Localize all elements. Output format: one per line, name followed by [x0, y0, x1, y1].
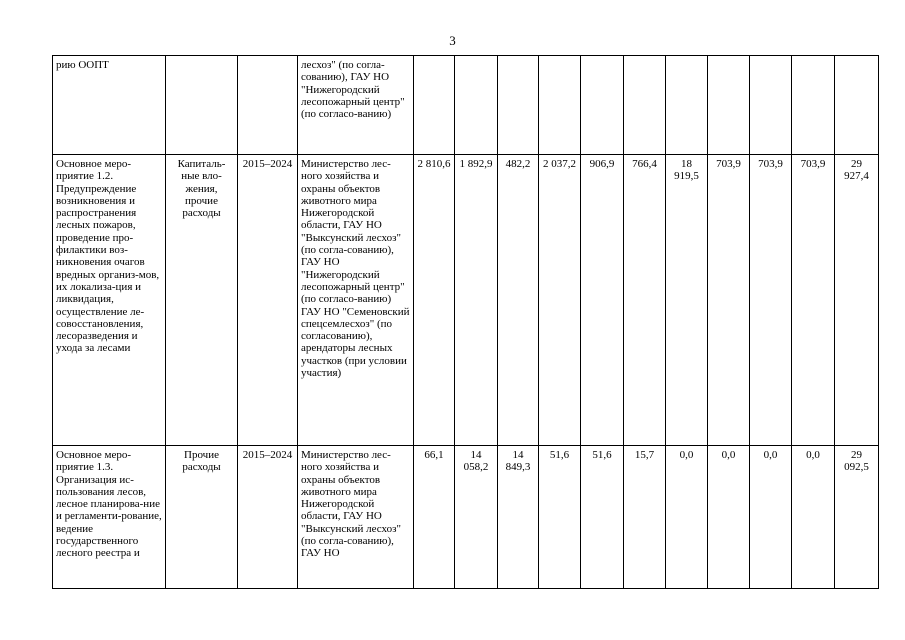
value-cell [455, 56, 498, 155]
measure-name-cell: рию ООПТ [53, 56, 166, 155]
period-cell: 2015–2024 [238, 446, 298, 589]
executors-cell: Министерство лес-ного хозяйства и охраны объектов животного мира Нижегородской области, ГАУ НО "Выксунский лесхоз" (по согла-сованию), ГАУ НО [298, 446, 414, 589]
value-cell [708, 56, 750, 155]
value-cell: 703,9 [792, 155, 835, 446]
program-table [52, 55, 879, 589]
value-cell: 703,9 [708, 155, 750, 446]
value-cell [792, 56, 835, 155]
measure-name-cell: Основное меро-приятие 1.2. Предупреждение возникновения и распространения лесных пожаров, проведение про-филактики воз-никновения очагов вредных организ-мов, их локализа-ция и ликвидация, осуществление ле-совосстановления, лесоразведения и ухода за лесами [53, 155, 166, 446]
value-cell: 29 092,5 [835, 446, 879, 589]
value-cell: 14 058,2 [455, 446, 498, 589]
value-cell: 703,9 [750, 155, 792, 446]
value-cell: 482,2 [498, 155, 539, 446]
value-cell: 2 037,2 [539, 155, 581, 446]
value-cell: 51,6 [581, 446, 624, 589]
value-cell [414, 56, 455, 155]
value-cell: 766,4 [624, 155, 666, 446]
period-cell [238, 56, 298, 155]
table-body [53, 56, 879, 589]
value-cell [581, 56, 624, 155]
value-cell: 0,0 [708, 446, 750, 589]
table-row [53, 155, 879, 446]
value-cell [750, 56, 792, 155]
measure-name-cell: Основное меро-приятие 1.3. Организация ис-пользования лесов, лесное планирова-ние и регламенти-рование, ведение государственного лесного реестра и [53, 446, 166, 589]
value-cell [666, 56, 708, 155]
value-cell [835, 56, 879, 155]
value-cell: 51,6 [539, 446, 581, 589]
period-cell: 2015–2024 [238, 155, 298, 446]
value-cell: 0,0 [750, 446, 792, 589]
value-cell: 18 919,5 [666, 155, 708, 446]
value-cell [539, 56, 581, 155]
value-cell: 2 810,6 [414, 155, 455, 446]
value-cell: 0,0 [666, 446, 708, 589]
table-row [53, 446, 879, 589]
value-cell: 14 849,3 [498, 446, 539, 589]
expense-type-cell: Капиталь-ные вло-жения, прочие расходы [166, 155, 238, 446]
value-cell: 906,9 [581, 155, 624, 446]
value-cell: 66,1 [414, 446, 455, 589]
page-number: 3 [449, 33, 456, 48]
executors-cell: Министерство лес-ного хозяйства и охраны объектов животного мира Нижегородской области, ГАУ НО "Выксунский лесхоз" (по согла-сованию), ГАУ НО "Нижегородский лесопожарный центр" (по согласо-ванию) ГАУ НО "Семеновский спецсемлесхоз" (по согласованию), арендаторы лесных участков (при условии участия) [298, 155, 414, 446]
executors-cell: лесхоз" (по согла-сованию), ГАУ НО "Нижегородский лесопожарный центр" (по согласо-ванию) [298, 56, 414, 155]
value-cell: 0,0 [792, 446, 835, 589]
value-cell: 15,7 [624, 446, 666, 589]
value-cell [624, 56, 666, 155]
expense-type-cell [166, 56, 238, 155]
table-row [53, 56, 879, 155]
expense-type-cell: Прочие расходы [166, 446, 238, 589]
value-cell: 1 892,9 [455, 155, 498, 446]
value-cell [498, 56, 539, 155]
value-cell: 29 927,4 [835, 155, 879, 446]
